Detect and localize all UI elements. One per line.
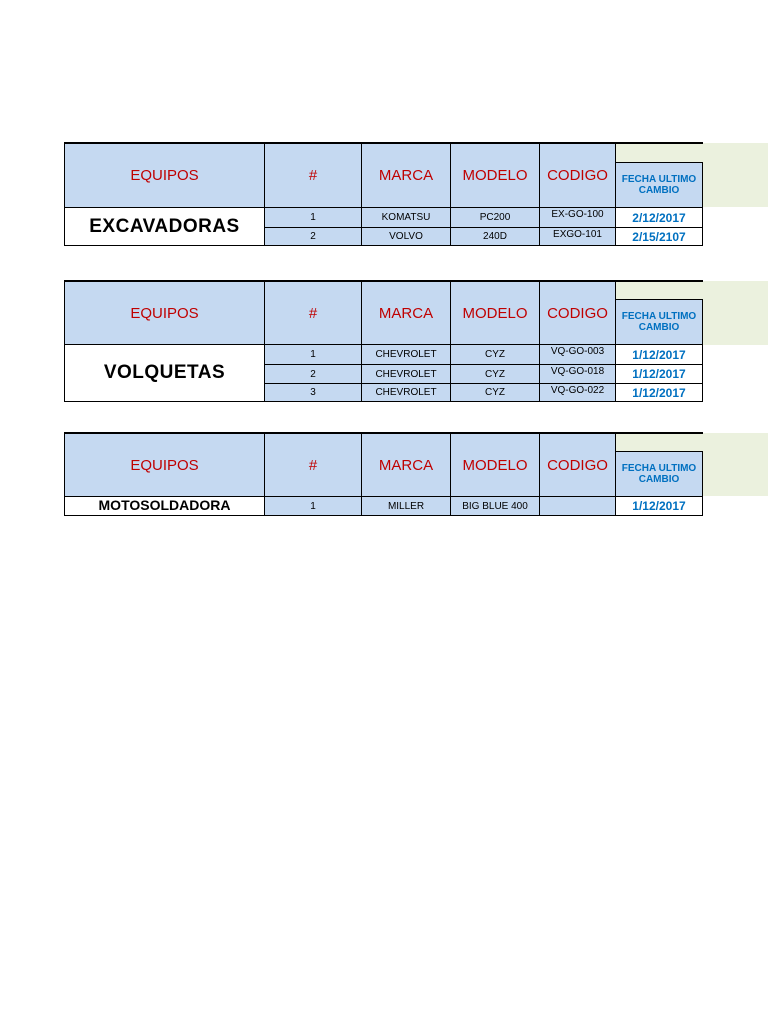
table3-group-label: MOTOSOLDADORA: [64, 496, 265, 516]
table2-row2-modelo: CYZ: [450, 364, 540, 384]
table3-header-modelo: MODELO: [450, 433, 540, 497]
table1-header-equipos: EQUIPOS: [64, 143, 265, 208]
table2-row2-num: 2: [264, 364, 362, 384]
table2-row1-modelo: CYZ: [450, 344, 540, 365]
table1-row2-marca: VOLVO: [361, 227, 451, 246]
table2-row3-modelo: CYZ: [450, 383, 540, 402]
table2-row2-marca: CHEVROLET: [361, 364, 451, 384]
table1-header-modelo: MODELO: [450, 143, 540, 208]
table3-row1-marca: MILLER: [361, 496, 451, 516]
table1-row2-modelo: 240D: [450, 227, 540, 246]
table3-header-fecha: FECHA ULTIMO CAMBIO: [615, 451, 703, 497]
table2-row1-marca: CHEVROLET: [361, 344, 451, 365]
table1-row1-num: 1: [264, 207, 362, 228]
table1-row1-modelo: PC200: [450, 207, 540, 228]
table3-row1-modelo: BIG BLUE 400: [450, 496, 540, 516]
table1-group-label: EXCAVADORAS: [64, 207, 265, 246]
table2-row1-fecha: 1/12/2017: [615, 344, 703, 365]
table2-row1-num: 1: [264, 344, 362, 365]
table2-header-modelo: MODELO: [450, 281, 540, 345]
table1-header-fecha: FECHA ULTIMO CAMBIO: [615, 162, 703, 208]
table2-row3-num: 3: [264, 383, 362, 402]
table1-row2-fecha: 2/15/2107: [615, 227, 703, 246]
table3-header-num: #: [264, 433, 362, 497]
table3-header-marca: MARCA: [361, 433, 451, 497]
table2-row3-codigo: VQ-GO-022: [539, 383, 616, 402]
table3-header-codigo: CODIGO: [539, 433, 616, 497]
table2-row3-fecha: 1/12/2017: [615, 383, 703, 402]
table2-header-num: #: [264, 281, 362, 345]
table1-row1-fecha: 2/12/2017: [615, 207, 703, 228]
table2-row2-codigo: VQ-GO-018: [539, 364, 616, 384]
table2-header-fecha: FECHA ULTIMO CAMBIO: [615, 299, 703, 345]
table2-header-marca: MARCA: [361, 281, 451, 345]
table3-header-equipos: EQUIPOS: [64, 433, 265, 497]
table1-row1-marca: KOMATSU: [361, 207, 451, 228]
table2-row3-marca: CHEVROLET: [361, 383, 451, 402]
table1-row2-num: 2: [264, 227, 362, 246]
table1-header-num: #: [264, 143, 362, 208]
table1-row2-codigo: EXGO-101: [539, 227, 616, 246]
table3-row1-codigo: [539, 496, 616, 516]
table2-row2-fecha: 1/12/2017: [615, 364, 703, 384]
table2-header-equipos: EQUIPOS: [64, 281, 265, 345]
table2-row1-codigo: VQ-GO-003: [539, 344, 616, 365]
table2-group-label: VOLQUETAS: [64, 344, 265, 402]
table1-header-marca: MARCA: [361, 143, 451, 208]
table3-row1-fecha: 1/12/2017: [615, 496, 703, 516]
table1-row1-codigo: EX-GO-100: [539, 207, 616, 228]
table2-header-codigo: CODIGO: [539, 281, 616, 345]
table1-header-codigo: CODIGO: [539, 143, 616, 208]
table3-row1-num: 1: [264, 496, 362, 516]
